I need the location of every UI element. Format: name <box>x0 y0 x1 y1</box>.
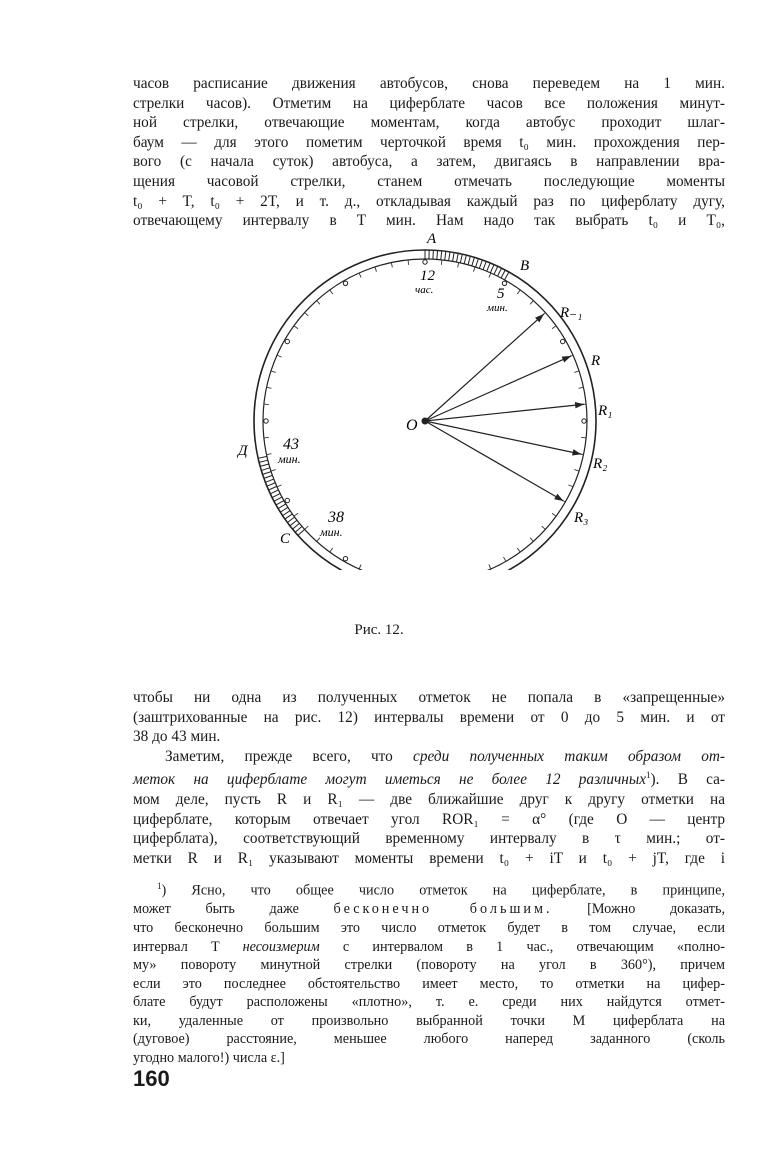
tick-mark <box>579 387 584 388</box>
center-point <box>422 418 429 425</box>
arrow-R-head <box>562 356 572 363</box>
tick-mark <box>581 437 586 438</box>
tick-mark <box>305 526 309 529</box>
tick-mark <box>574 470 579 472</box>
label-B: B <box>520 258 530 274</box>
tick-mark <box>359 564 361 569</box>
label-12: 12 <box>420 268 435 284</box>
footnote <box>133 877 725 1068</box>
text-fragment: с интервалом в 1 час., отвечающим «полно- <box>319 938 726 955</box>
text-line: отвечающему интервалу в T мин. Нам надо так выбрать t₀ и T₀, <box>133 212 725 230</box>
tick-mark <box>552 326 556 329</box>
tick-mark <box>530 301 533 305</box>
arrow-R1-head <box>575 402 584 408</box>
tick-mark <box>317 301 320 305</box>
hour-mark <box>264 419 268 423</box>
label-5-unit: мин. <box>487 302 508 314</box>
tick-mark <box>489 564 491 569</box>
label-C: C <box>280 531 291 547</box>
hour-mark <box>343 281 347 285</box>
label-38-unit: мин. <box>320 525 343 539</box>
clock-diagram <box>230 225 620 570</box>
label-43-unit: мин. <box>278 452 301 466</box>
hour-mark <box>502 281 506 285</box>
text-line: если это последнее обстоятельство имеет место, то отметки на цифер- <box>133 975 725 992</box>
text-line: (дуговое) расстояние, меньшее любого наперед заданного (сколь <box>133 1031 725 1048</box>
text-line: циферблате, которым отвечает угол ROR₁ = α° (где O — центр <box>133 810 725 828</box>
text-line <box>133 877 725 900</box>
arrow-R3-head <box>554 494 563 501</box>
tick-mark <box>408 260 409 265</box>
tick-mark <box>264 437 269 438</box>
text-line: 38 до 43 мин. <box>133 728 221 746</box>
label-R3: R₃ <box>574 510 589 526</box>
text-line: угодно малого!) числа ε.] <box>133 1050 285 1067</box>
text-line: ной стрелки, отвечающие моментам, когда автобус проходит шлаг- <box>133 114 725 132</box>
tick-mark <box>305 313 309 316</box>
label-12-unit: час. <box>415 284 434 296</box>
tick-mark <box>517 548 520 552</box>
text-line: t₀ + T, t₀ + 2T, и т. д., откладывая каждый раз по циферблату дугу, <box>133 192 725 210</box>
tick-mark <box>517 290 520 294</box>
forbidden-intervals <box>258 250 509 535</box>
hour-mark <box>285 498 289 502</box>
text-line: му» повороту минутной стрелки (повороту на угол в 360°), причем <box>133 957 725 974</box>
hour-mark <box>343 556 347 560</box>
tick-mark <box>271 371 276 373</box>
text-line: блате будут расположены «плотно», т. е. среди них найдутся отмет- <box>133 994 725 1011</box>
tick-mark <box>264 404 269 405</box>
tick-mark <box>359 273 361 278</box>
figure-caption: Рис. 12. <box>354 622 404 638</box>
tick-mark <box>552 513 556 516</box>
tick-mark <box>474 267 476 272</box>
clock-diagram-svg <box>230 225 620 570</box>
tick-mark <box>277 485 282 487</box>
text-line: ки, удаленные от произвольно выбранной точки M циферблата на <box>133 1012 725 1029</box>
tick-mark <box>530 538 533 542</box>
text-line: метки R и R₁ указывают моменты времени t₀ + iT и t₀ + jT, где i <box>133 849 725 867</box>
text-line: стрелки часов). Отметим на циферблате часов все положения минут- <box>133 94 725 112</box>
arrow-R2 <box>425 421 582 454</box>
text-fragment: ). В са- <box>650 771 725 789</box>
hour-mark <box>423 260 427 264</box>
arrow-R-minus-1 <box>425 314 544 421</box>
arrow-R3 <box>425 421 564 501</box>
tick-mark <box>574 371 579 373</box>
tick-mark <box>458 263 459 268</box>
text-line <box>133 747 725 767</box>
spaced-fragment: бесконечно большим. <box>333 901 553 918</box>
tick-mark <box>391 263 392 268</box>
tick-mark <box>489 273 491 278</box>
text-line: часов расписание движения автобусов, снова переведем на 1 мин. <box>133 75 725 92</box>
hour-mark <box>560 339 564 343</box>
label-43: 43 <box>283 436 299 453</box>
label-5: 5 <box>497 286 505 302</box>
label-R-minus-1: R₋₁ <box>560 305 583 321</box>
text-fragment: [Можно доказать, <box>552 901 725 918</box>
text-line <box>133 938 725 957</box>
footnote-ref: 1 <box>646 770 651 781</box>
italic-fragment: меток на циферблате могут иметься не более 12 различных <box>133 771 647 789</box>
tick-mark <box>568 485 573 487</box>
clock-inner-circle <box>263 259 587 570</box>
label-R1: R₁ <box>598 403 613 419</box>
text-fragment: Заметим, прежде всего, что <box>165 747 414 765</box>
text-line: вого (с начала суток) автобуса, а затем, двигаясь в направлении вра- <box>133 153 725 171</box>
label-O: O <box>406 417 418 434</box>
italic-fragment: несоизмерим <box>242 938 320 955</box>
label-38: 38 <box>328 509 344 526</box>
tick-mark <box>267 387 272 388</box>
footnote-marker: 1 <box>157 881 162 891</box>
tick-mark <box>294 326 298 329</box>
label-R: R <box>591 353 601 369</box>
tick-mark <box>267 454 272 455</box>
tick-mark <box>330 548 333 552</box>
text-line <box>133 900 725 919</box>
bottom-paragraph <box>133 688 725 868</box>
tick-mark <box>542 526 546 529</box>
page-number: 160 <box>133 1066 170 1091</box>
text-fragment: может быть даже <box>133 901 334 918</box>
label-A: A <box>427 231 437 247</box>
text-line: (заштрихованные на рис. 12) интервалы времени от 0 до 5 мин. и от <box>133 708 725 726</box>
text-line: чтобы ни одна из полученных отметок не попала в «запрещенные» <box>133 689 725 706</box>
tick-mark <box>375 267 377 272</box>
clock-outer-circle <box>254 250 596 570</box>
arrow-R2-head <box>572 449 581 455</box>
tick-mark <box>504 557 507 561</box>
tick-mark <box>294 513 298 516</box>
text-line: щения часовой стрелки, станем отмечать последующие моменты <box>133 172 725 190</box>
tick-mark <box>330 290 333 294</box>
tick-mark <box>271 470 276 472</box>
tick-mark <box>277 355 282 357</box>
tick-mark <box>441 260 442 265</box>
italic-fragment: среди полученных таким образом от- <box>413 747 725 765</box>
text-line: баум — для этого пометим черточкой время t₀ мин. прохождения пер- <box>133 133 725 151</box>
text-fragment: ) Ясно, что общее число отметок на циферблате, в принципе, <box>161 882 725 899</box>
text-line: что бесконечно большим это число отметок будет в том случае, если <box>133 919 725 936</box>
label-R2: R₂ <box>593 456 608 472</box>
text-line <box>133 766 725 790</box>
text-line: мом деле, пусть R и R₁ — две ближайшие друг к другу отметки на <box>133 791 725 809</box>
text-fragment: интервал T <box>133 938 243 955</box>
top-paragraph <box>133 74 725 231</box>
text-line: циферблата), соответствующий временному интервалу в τ мин.; от- <box>133 830 725 848</box>
hour-mark <box>582 419 586 423</box>
arrow-R1 <box>425 404 584 421</box>
label-D: Д <box>238 443 248 459</box>
arrow-R <box>425 356 571 421</box>
hour-mark <box>285 339 289 343</box>
